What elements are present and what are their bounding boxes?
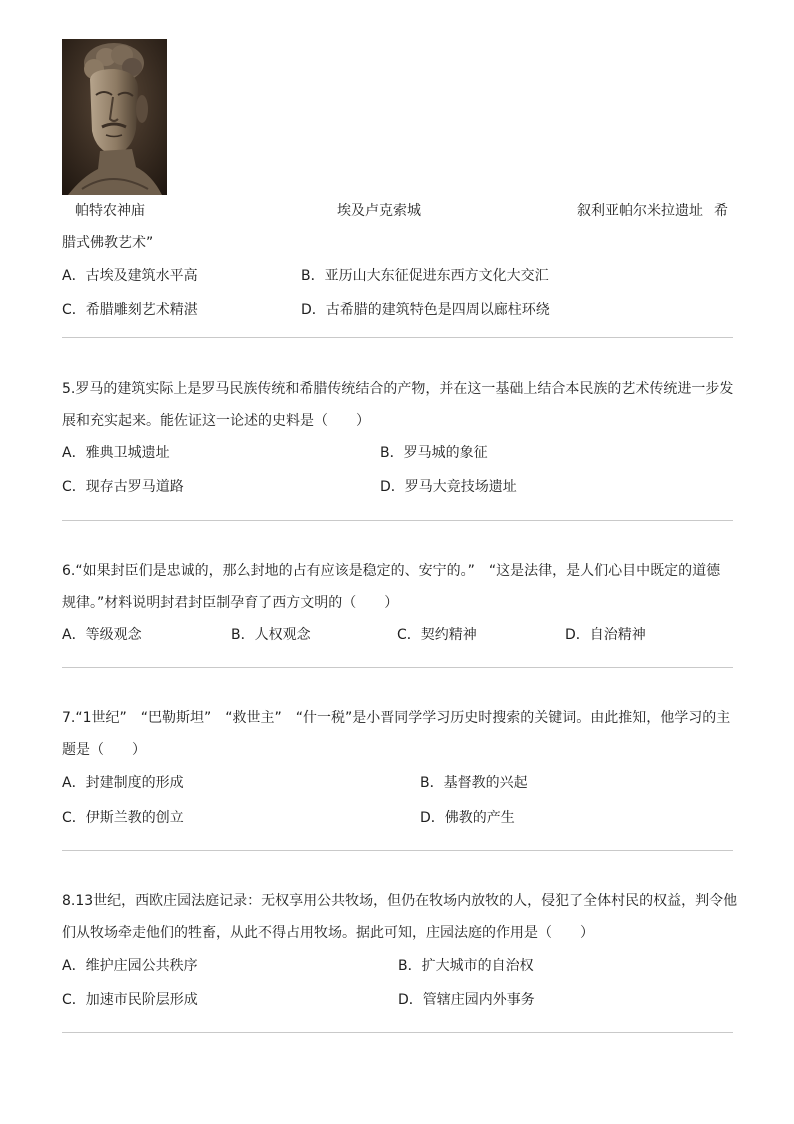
gandhara-buddha-statue-image	[62, 39, 167, 195]
q4-option-b[interactable]: B．亚历山大东征促进东西方文化大交汇	[301, 268, 549, 284]
q6-option-b[interactable]: B．人权观念	[231, 627, 311, 643]
image-caption-luxor: 埃及卢克索城	[337, 203, 421, 219]
q5-option-b[interactable]: B．罗马城的象征	[380, 445, 488, 461]
q8-stem-line1: 8.13世纪，西欧庄园法庭记录：无权享用公共牧场，但仍在牧场内放牧的人，侵犯了全体村民的权益，判令他	[62, 893, 738, 909]
q5-stem-line2: 展和充实起来。能佐证这一论述的史料是（ ）	[62, 413, 370, 429]
q5-stem-line1: 5.罗马的建筑实际上是罗马民族传统和希腊传统结合的产物，并在这一基础上结合本民族的艺术传统进一步发	[62, 381, 734, 397]
image-caption-greco-buddhist-end: 腊式佛教艺术”	[62, 235, 154, 251]
q4-option-d[interactable]: D．古希腊的建筑特色是四周以廊柱环绕	[301, 302, 550, 318]
divider	[62, 850, 733, 851]
q7-stem-line1: 7.“1世纪” “巴勒斯坦” “救世主” “什一税”是小晋同学学习历史时搜索的关键词。由此推知，他学习的主	[62, 710, 731, 726]
q8-option-b[interactable]: B．扩大城市的自治权	[398, 958, 534, 974]
image-caption-greco-buddhist-start: 希	[714, 203, 728, 219]
q5-option-c[interactable]: C．现存古罗马道路	[62, 479, 184, 495]
image-caption-parthenon: 帕特农神庙	[75, 203, 145, 219]
q8-option-a[interactable]: A．维护庄园公共秩序	[62, 958, 198, 974]
q8-option-c[interactable]: C．加速市民阶层形成	[62, 992, 198, 1008]
q7-option-a[interactable]: A．封建制度的形成	[62, 775, 184, 791]
q8-stem-line2: 们从牧场牵走他们的牲畜，从此不得占用牧场。据此可知，庄园法庭的作用是（ ）	[62, 925, 594, 941]
q7-option-b[interactable]: B．基督教的兴起	[420, 775, 528, 791]
q7-stem-line2: 题是（ ）	[62, 742, 146, 758]
divider	[62, 337, 733, 338]
q6-stem-line2: 规律。”材料说明封君封臣制孕育了西方文明的（ ）	[62, 595, 399, 611]
q7-option-d[interactable]: D．佛教的产生	[420, 810, 515, 826]
divider	[62, 1032, 733, 1033]
q4-option-a[interactable]: A．古埃及建筑水平高	[62, 268, 198, 284]
q8-option-d[interactable]: D．管辖庄园内外事务	[398, 992, 535, 1008]
q5-option-a[interactable]: A．雅典卫城遗址	[62, 445, 170, 461]
q6-option-d[interactable]: D．自治精神	[565, 627, 646, 643]
q4-option-c[interactable]: C．希腊雕刻艺术精湛	[62, 302, 198, 318]
q6-option-a[interactable]: A．等级观念	[62, 627, 142, 643]
q7-option-c[interactable]: C．伊斯兰教的创立	[62, 810, 184, 826]
divider	[62, 520, 733, 521]
q6-stem-line1: 6.“如果封臣们是忠诚的，那么封地的占有应该是稳定的、安宁的。” “这是法律，是人们心目中既定的道德	[62, 563, 721, 579]
divider	[62, 667, 733, 668]
q6-option-c[interactable]: C．契约精神	[397, 627, 477, 643]
q5-option-d[interactable]: D．罗马大竞技场遗址	[380, 479, 517, 495]
image-caption-palmyra: 叙利亚帕尔米拉遗址	[577, 203, 703, 219]
